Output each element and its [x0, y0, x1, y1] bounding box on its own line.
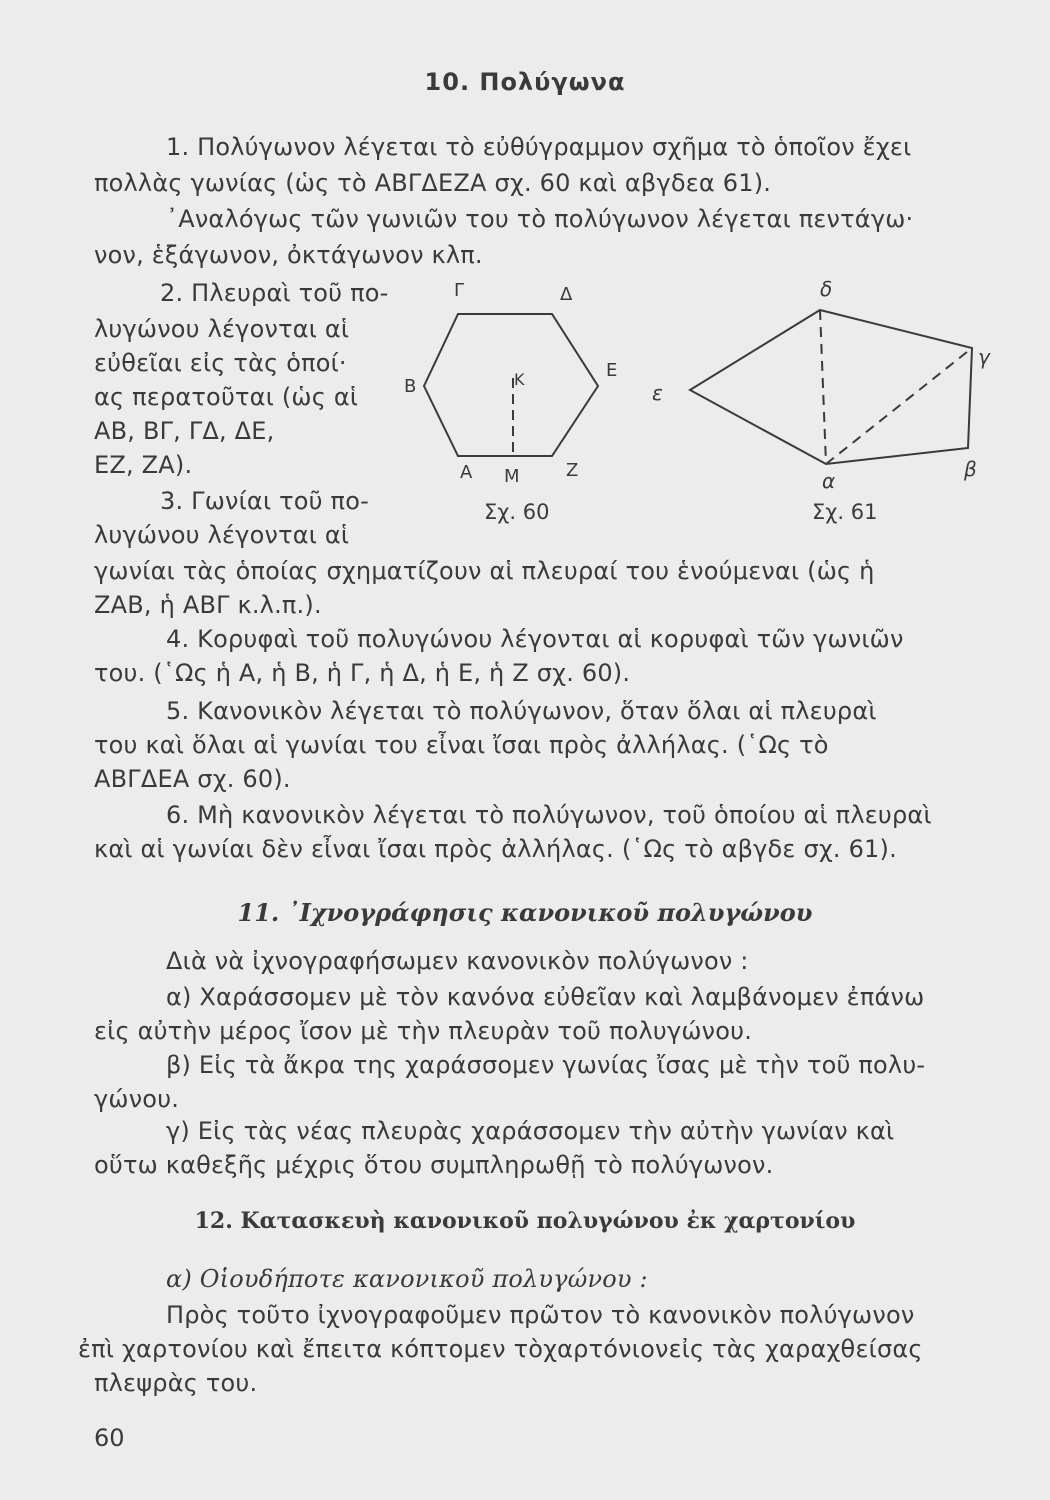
label-beta-lower: β [964, 457, 977, 481]
step-b-line-2: γώνου. [94, 1085, 180, 1113]
figure-60-hexagon [400, 278, 618, 498]
figure-61-caption: Σχ. 61 [812, 500, 878, 524]
section-10-title: 10. Πολύγωνα [424, 68, 626, 96]
paragraph-1-line-4: νον, ἑξάγωνον, ὀκτάγωνον κλπ. [94, 241, 483, 269]
label-delta-lower: δ [820, 277, 833, 301]
paragraph-3-line-3: γωνίαι τὰς ὁποίας σχηματίζουν αἱ πλευραί του ἑνούμεναι (ὡς ἡ [94, 557, 875, 585]
paragraph-2-line-5: ΑΒ, ΒΓ, ΓΔ, ΔΕ, [94, 417, 275, 445]
label-beta: Β [404, 376, 417, 397]
label-gamma-lower: γ [978, 345, 990, 369]
section-12-line-3: πλεψρὰς του. [94, 1369, 258, 1397]
step-c-line-1: γ) Εἰς τὰς νέας πλευρὰς χαράσσομεν τὴν αὐτὴν γωνίαν καὶ [166, 1117, 895, 1145]
paragraph-4-line-1: 4. Κορυφαὶ τοῦ πολυγώνου λέγονται αἱ κορυφαὶ τῶν γωνιῶν [166, 625, 904, 653]
step-b-line-1: β) Εἰς τὰ ἄκρα της χαράσσομεν γωνίας ἴσας μὲ τὴν τοῦ πολυ- [166, 1051, 926, 1079]
step-a-line-1: α) Χαράσσομεν μὲ τὸν κανόνα εὐθεῖαν καὶ λαμβάνομεν ἐπάνω [166, 983, 925, 1011]
diagonal-alpha-delta [820, 310, 826, 464]
label-epsilon: Ε [606, 360, 618, 381]
step-c-line-2: οὕτω καθεξῆς μέχρις ὅτου συμπληρωθῇ τὸ πολύγωνον. [94, 1151, 774, 1179]
paragraph-1-line-2: πολλὰς γωνίας (ὡς τὸ ΑΒΓΔΕΖΑ σχ. 60 καὶ αβγδεα 61). [94, 169, 772, 197]
figure-60-caption: Σχ. 60 [484, 500, 550, 524]
paragraph-3-line-2: λυγώνου λέγονται αἱ [94, 521, 350, 549]
label-alpha-lower: α [822, 469, 836, 493]
label-delta: Δ [560, 284, 573, 305]
paragraph-3-line-1: 3. Γωνίαι τοῦ πο- [160, 487, 369, 515]
paragraph-5-line-1: 5. Κανονικὸν λέγεται τὸ πολύγωνον, ὅταν ὅλαι αἱ πλευραὶ [166, 697, 877, 725]
paragraph-1-line-1: 1. Πολύγωνον λέγεται τὸ εὐθύγραμμον σχῆμα τὸ ὁποῖον ἔχει [166, 133, 912, 161]
page-number: 60 [94, 1424, 125, 1452]
section-12-line-2: ἐπὶ χαρτονίου καὶ ἔπειτα κόπτομεν τὸχαρτόνιονεἰς τὰς χαραχθείσας [78, 1335, 923, 1363]
section-12-line-1: Πρὸς τοῦτο ἰχνογραφοῦμεν πρῶτον τὸ κανονικὸν πολύγωνον [166, 1301, 915, 1329]
paragraph-1-line-3: ᾿Αναλόγως τῶν γωνιῶν του τὸ πολύγωνον λέγεται πεντάγω· [166, 205, 914, 233]
section-11-intro: Διὰ νὰ ἰχνογραφήσωμεν κανονικὸν πολύγωνον : [166, 947, 749, 975]
label-mu: Μ [504, 466, 520, 487]
step-a-line-2: εἰς αὐτὴν μέρος ἴσον μὲ τὴν πλευρὰν τοῦ πολυγώνου. [94, 1017, 753, 1045]
paragraph-2-line-1: 2. Πλευραὶ τοῦ πο- [160, 279, 389, 307]
paragraph-6-line-1: 6. Μὴ κανονικὸν λέγεται τὸ πολύγωνον, τοῦ ὁποίου αἱ πλευραὶ [166, 801, 932, 829]
label-alpha: Α [460, 462, 473, 483]
pentagon-outline [690, 310, 972, 464]
label-zeta: Ζ [566, 460, 579, 481]
paragraph-5-line-2: του καὶ ὅλαι αἱ γωνίαι του εἶναι ἴσαι πρὸς ἀλλήλας. (῾Ως τὸ [94, 731, 829, 759]
figure-61-pentagon [650, 270, 990, 493]
label-epsilon-lower: ε [652, 381, 663, 405]
section-11-title: 11. ᾿Ιχνογράφησις κανονικοῦ πολυγώνου [237, 898, 813, 927]
paragraph-5-line-3: ΑΒΓΔΕΑ σχ. 60). [94, 765, 291, 793]
hexagon-outline [424, 314, 598, 456]
paragraph-3-line-4: ΖΑΒ, ἡ ΑΒΓ κ.λ.π.). [94, 591, 322, 619]
section-12-title: 12. Κατασκευὴ κανονικοῦ πολυγώνου ἐκ χαρτονίου [194, 1208, 856, 1234]
diagonal-alpha-gamma [826, 348, 972, 464]
paragraph-2-line-6: ΕΖ, ΖΑ). [94, 451, 193, 479]
paragraph-2-line-2: λυγώνου λέγονται αἱ [94, 315, 350, 343]
section-12-subtitle: α) Οἱουδήποτε κανονικοῦ πολυγώνου : [166, 1265, 648, 1293]
paragraph-2-line-3: εὐθεῖαι εἰς τὰς ὁποί· [94, 349, 347, 377]
paragraph-6-line-2: καὶ αἱ γωνίαι δὲν εἶναι ἴσαι πρὸς ἀλλήλας. (῾Ως τὸ αβγδε σχ. 61). [94, 835, 897, 863]
paragraph-2-line-4: ας περατοῦται (ὡς αἱ [94, 383, 359, 411]
label-gamma: Γ [454, 280, 465, 301]
paragraph-4-line-2: του. (῾Ως ἡ Α, ἡ Β, ἡ Γ, ἡ Δ, ἡ Ε, ἡ Ζ σχ. 60). [94, 659, 631, 687]
label-kappa: Κ [514, 370, 525, 389]
